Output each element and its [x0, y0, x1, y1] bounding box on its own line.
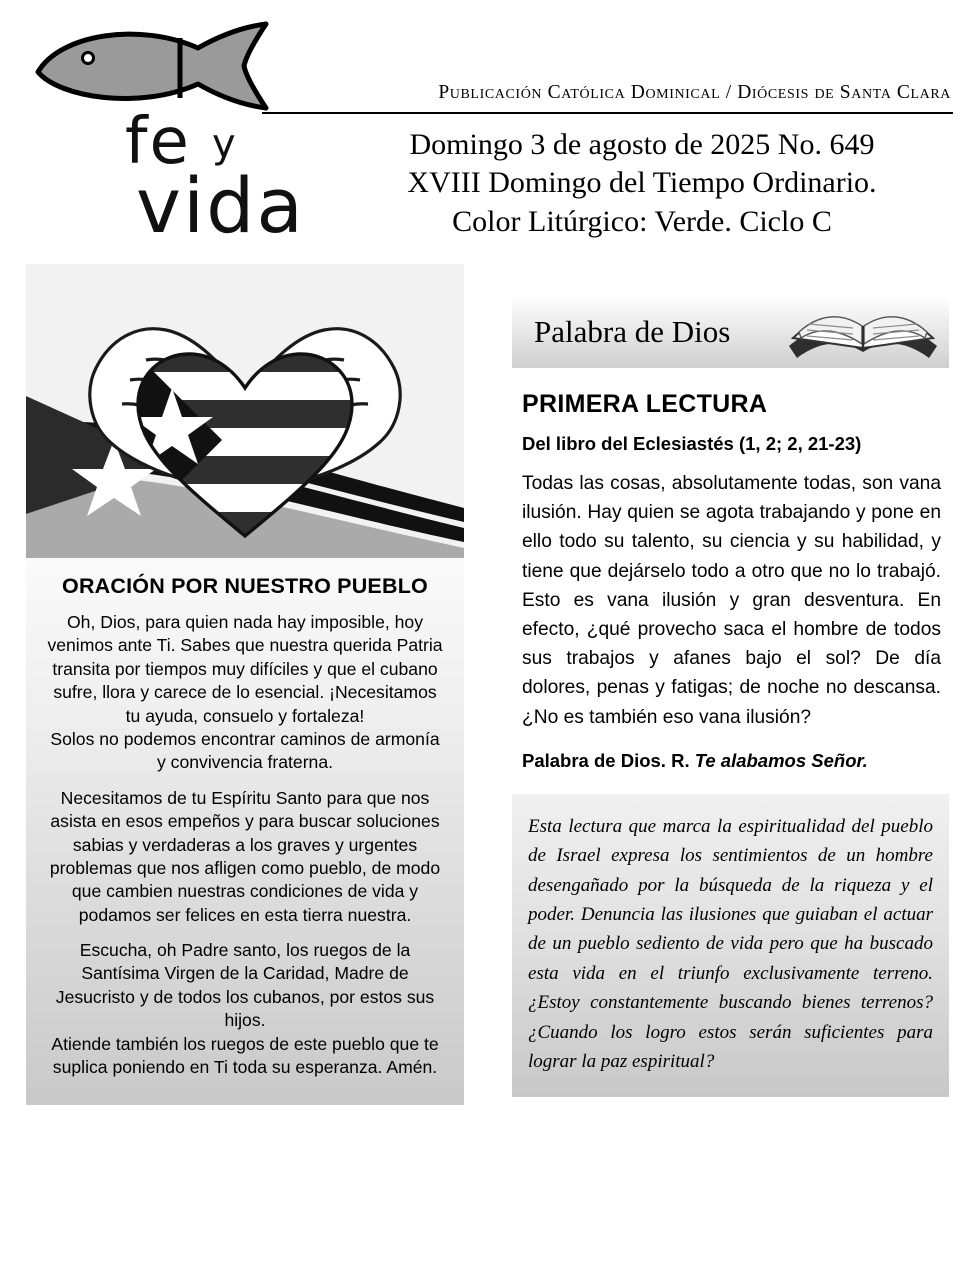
- reading-commentary: Esta lectura que marca la espiritualidad del pueblo de Israel expresa los sentimientos de un hombre desengañado por la búsqueda de la riqueza y el poder. Denuncia las ilusiones que guiaban el actuar de un pueblo sediento de vida pero que ha buscado esta vida en el triunfo exclusivamente terreno. ¿Estoy constantemente buscando bienes terrenos? ¿Cuando los logro estos serán suficientes para lograr la paz espiritual?: [512, 794, 949, 1097]
- issue-date-number: Domingo 3 de agosto de 2025 No. 649: [409, 128, 875, 161]
- prayer-paragraph: Oh, Dios, para quien nada hay imposible, hoy venimos ante Ti. Sabes que nuestra querida Patria transita por tiempos muy difíciles y que el cubano sufre, llora y carece de lo esencial. ¡Necesitamos tu ayuda, consuelo y fortaleza! Solos no podemos encontrar caminos de armonía y convivencia fraterna.: [47, 612, 443, 773]
- cuba-hands-heart-artwork: [26, 264, 464, 558]
- section-banner-word-of-god: [512, 296, 949, 368]
- left-column: [26, 264, 464, 1105]
- masthead: [0, 0, 975, 258]
- prayer-paragraph: Escucha, oh Padre santo, los ruegos de la Santísima Virgen de la Caridad, Madre de Jesucristo y de todos los cubanos, por estos sus hijos. Atiende también los ruegos de este pueblo que te suplica poniendo en Ti toda su esperanza. Amén.: [51, 940, 439, 1078]
- right-column: [512, 296, 949, 1097]
- reading-text: Todas las cosas, absolutamente todas, son vana ilusión. Hay quien se agota trabajando y pone en ello todo su talento, su ciencia y su habilidad, y tiene que dejárselo todo a otro que no lo trabajó. Esto es vana ilusión y gran desventura. En efecto, ¿qué provecho saca el hombre de todos sus trabajos y afanes bajo el sol? De día dolores, penas y fatigas; de noche no descansa. ¿No es también eso vana ilusión?: [522, 473, 941, 728]
- hands-heart-flag-illustration: [26, 264, 464, 558]
- publication-logo: [30, 14, 360, 254]
- section-banner-title: Palabra de Dios: [534, 314, 731, 349]
- issue-sunday-name: XVIII Domingo del Tiempo Ordinario.: [407, 166, 877, 200]
- logo-text-vida: vida: [136, 161, 305, 250]
- reading-response-label: Palabra de Dios. R.: [522, 749, 690, 771]
- reading-source: Del libro del Eclesiastés (1, 2; 2, 21-23): [522, 433, 862, 454]
- masthead-divider: [262, 112, 953, 114]
- reading-response-text: Te alabamos Señor.: [694, 749, 868, 771]
- reading-heading: PRIMERA LECTURA: [522, 390, 768, 418]
- publication-subtitle: Publicación Católica Dominical / Diócesis de Santa Clara: [438, 82, 951, 103]
- prayer-panel: [26, 558, 464, 1105]
- prayer-paragraph: Necesitamos de tu Espíritu Santo para que nos asista en esos empeños y para buscar soluciones sabias y verdaderas a los graves y urgentes problemas que nos afligen como pueblo, de modo que cambien nuestras condiciones de vida y podamos ser felices en esta tierra nuestra.: [49, 787, 441, 925]
- logo-text-y: y: [211, 121, 238, 167]
- issue-info: [337, 126, 947, 241]
- prayer-title: ORACIÓN POR NUESTRO PUEBLO: [62, 574, 428, 598]
- issue-liturgical-color: Color Litúrgico: Verde. Ciclo C: [452, 204, 832, 238]
- reading-response: [522, 750, 949, 772]
- open-bible-icon: [779, 274, 947, 378]
- logo-text-fe: fe: [125, 105, 191, 179]
